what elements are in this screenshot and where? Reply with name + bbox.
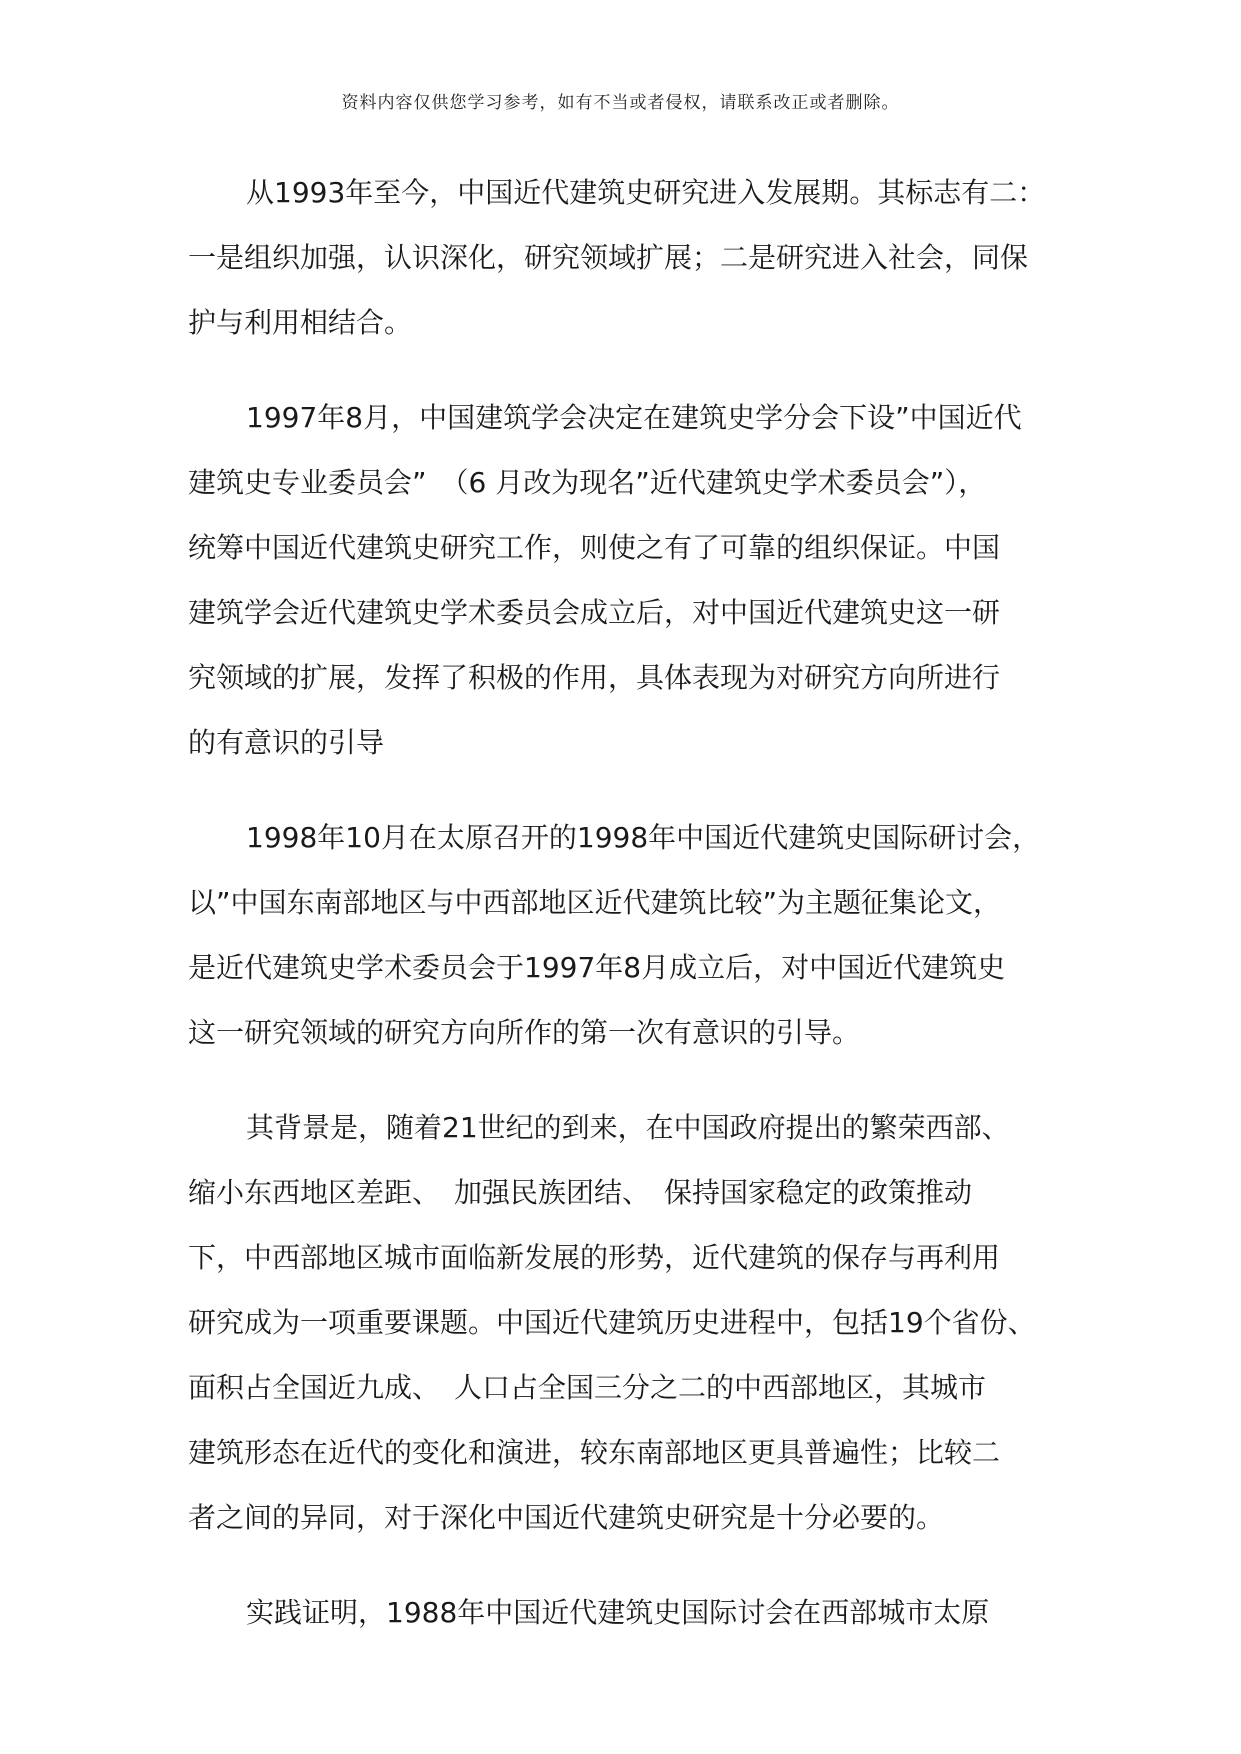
text-line: 下，中西部地区城市面临新发展的形势，近代建筑的保存与再利用 xyxy=(188,1241,1001,1274)
document-body xyxy=(188,160,1068,1675)
text-line: 实践证明，1988年中国近代建筑史国际讨会在西部城市太原 xyxy=(246,1596,990,1629)
paragraph xyxy=(188,385,1068,775)
text-line: 建筑学会近代建筑史学术委员会成立后，对中国近代建筑史这一研 xyxy=(188,596,1001,629)
paragraph xyxy=(188,1095,1068,1550)
text-line: 从1993年至今，中国近代建筑史研究进入发展期。其标志有二： xyxy=(246,176,1046,209)
text-line: 缩小东西地区差距、 加强民族团结、 保持国家稳定的政策推动 xyxy=(188,1176,973,1209)
paragraph xyxy=(188,160,1068,355)
text-line: 1997年8月，中国建筑学会决定在建筑史学分会下设”中国近代 xyxy=(246,401,1022,434)
text-line: 建筑史专业委员会” （6 月改为现名”近代建筑史学术委员会”）， xyxy=(188,466,987,499)
text-line: 护与利用相结合。 xyxy=(188,306,413,339)
text-line: 是近代建筑史学术委员会于1997年8月成立后，对中国近代建筑史 xyxy=(188,951,1006,984)
text-line: 面积占全国近九成、 人口占全国三分之二的中西部地区，其城市 xyxy=(188,1371,987,1404)
text-line: 究领域的扩展，发挥了积极的作用，具体表现为对研究方向所进行 xyxy=(188,661,1001,694)
text-line: 研究成为一项重要课题。中国近代建筑历史进程中，包括19个省份、 xyxy=(188,1306,1036,1339)
paragraph xyxy=(188,1580,1068,1645)
text-line: 其背景是，随着21世纪的到来，在中国政府提出的繁荣西部、 xyxy=(246,1111,1010,1144)
paragraph xyxy=(188,805,1068,1065)
disclaimer-header: 资料内容仅供您学习参考，如有不当或者侵权，请联系改正或者删除。 xyxy=(341,93,900,113)
text-line: 统筹中国近代建筑史研究工作，则使之有了可靠的组织保证。中国 xyxy=(188,531,1001,564)
text-line: 者之间的异同，对于深化中国近代建筑史研究是十分必要的。 xyxy=(188,1501,945,1534)
text-line: 以”中国东南部地区与中西部地区近代建筑比较”为主题征集论文， xyxy=(188,886,1002,919)
text-line: 的有意识的引导 xyxy=(188,726,385,759)
text-line: 这一研究领域的研究方向所作的第一次有意识的引导。 xyxy=(188,1016,861,1049)
text-line: 建筑形态在近代的变化和演进，较东南部地区更具普遍性；比较二 xyxy=(188,1436,1001,1469)
text-line: 1998年10月在太原召开的1998年中国近代建筑史国际研讨会， xyxy=(246,821,1041,854)
text-line: 一是组织加强，认识深化，研究领域扩展；二是研究进入社会，同保 xyxy=(188,241,1029,274)
